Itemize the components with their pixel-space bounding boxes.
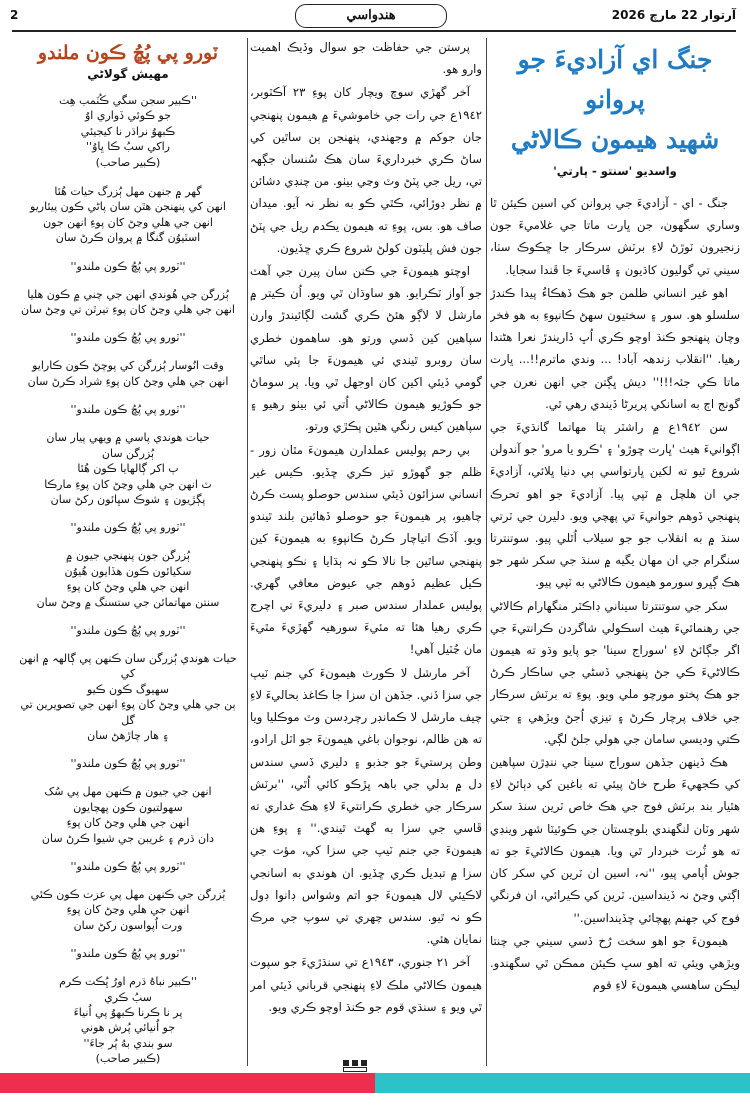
article-paragraph: بي رحم پوليس عملدارن هيمونءَ مٿان زور - ظلم جو گهوڙو تيز ڪري ڇڏيو. ڪيس غير انساني سزائون ڏيئي سندس حوصلو پست ڪرڻ چاهيو، پر هيمونءَ جو حوصلو ڏهائين بلند ٿيندو ويو. آڏڪ اتياچار ڪرڻ ڪانپوءِ به هيمونءَ کين پنهنجي ساٿين جا نالا ڪو نہ ٻڌايا ۽ نڪو پنهنجي ڪيل عظيم ڏوهم جي عيوض معافي گهري. پوليس عملدار سندس صبر ۽ دليريءَ تي اچرج ڪري رهيا هئا ته مئيءَ سورهيہ گهڙيءَ مٿيءَ مان ڃُٽيل آهي!: [250, 442, 482, 657]
poem-line: اسٿيوُن گنگا ۾ پروان ڪرڻ سان: [55, 231, 201, 245]
poem-line: ٻُزرگن جون پنهنجي جيون ۾: [66, 549, 190, 563]
poem-stanza: [12, 430, 244, 507]
poem-line: حيات هوندي ٻُزرگن سان ڪنهن پي ڳالهہ ۾ انهن کي: [19, 651, 237, 681]
poem-line: دان ڌرم ۽ غريبن جي شيوا ڪرڻ سان: [41, 831, 215, 845]
poem-line: سنتن مهاتمائن جي ستسنگ ۾ وڃڻ سان: [36, 595, 220, 609]
poem-title: ٽورو پي پُڇُ ڪون ملندو: [37, 42, 219, 64]
poem-line: سهيوگ ڪون ڪيو: [87, 682, 169, 696]
poem-line: ٽ انهن جي هلي وڃڻ کان پوءِ مارڪا: [44, 477, 212, 491]
poem-line: انهن جي هلي وڃڻ کان پوءِ: [66, 580, 190, 594]
poem-line: انهن جي هلي وڃڻ کان پوءِ تيرٿن تي وڃڻ سان: [21, 303, 235, 317]
poem-line: جو ڪوئي ڏواري اوُ: [85, 109, 171, 123]
poem-stanza: [12, 287, 244, 318]
poem-stanza: [12, 974, 244, 1066]
poem-line: انهن جي هلي وڃڻ کان پوءِ: [66, 903, 190, 917]
poem-line: وقت انُوسار ٻُزرگن کي پوچڻ ڪون ڪارايو: [32, 359, 224, 373]
poem-refrain: ''ٽورو پي پُڇُ ڪون ملندو'': [70, 403, 186, 417]
footer-red-strip: [0, 1073, 375, 1093]
article-paragraph: آخر گهڙي سوچ ويچار کان پوءِ ٢٣ آڪٽوبر، ١٩٤٢ع جي رات جي خاموشيءَ ۾ هيمون پنهنجي جان جوکم ۾ وجهندي، پنهنجن ٻن ساٿين کي ساڻ ڪري خبرداريءَ سان هڪ سُنسان جڳهہ تي، ريل جي پٽڻ وٽ وڃي بيٺو. من چنڊي دشائن ۾ نظر ڊوڙائي، ڪٿي ڪو به نظر نہ آيو. ميدان صاف هو. بس، پوءِ ته هيمون يڪدم ريل جي پٽڻ جون فش پليٽون کولڻ شروع ڪري ڇڏيون.: [250, 85, 482, 255]
article-title-line1: جنگ اي آزاديءَ جو: [517, 45, 713, 74]
poem-stanza: [12, 548, 244, 610]
poem-refrain: ''ٽورو پي پُڇُ ڪون ملندو'': [70, 947, 186, 961]
masthead-logo: هندواسي: [295, 4, 447, 28]
article-byline: واسديو 'سنتو - پارتي': [553, 164, 677, 178]
article-end-mark: [343, 1060, 367, 1072]
poem-stanza: [12, 784, 244, 846]
poem-line: انهن جي هلي وڃڻ کان پوءِ: [66, 816, 190, 830]
poem-line: سهولتيون ڪون پهچايون: [73, 800, 183, 814]
header-rule: [12, 30, 736, 32]
poem-line: راکي سبُ ڪا ڀاوُ'': [86, 140, 170, 154]
poem-line: انهن جي هلي وڃڻ کان پوءِ شراد ڪرڻ سان: [27, 374, 229, 388]
poem-stanza: [12, 651, 244, 743]
issue-date: آرتوار 22 مارچ 2026: [611, 8, 736, 22]
article-body: [490, 192, 740, 996]
poem-column: [12, 36, 244, 1066]
footer-cyan-strip: [375, 1073, 750, 1093]
article-paragraph: اوچتو هيمونءَ جي ڪنن سان پيرن جي آهٽ جو آواز ٽڪرايو. هو ساوڌان ٿي ويو. اُن ڪيتر ۾ مارشل لا لاڳو هئڻ ڪري گشت لڳائيندڙ وارن سپاهين کين ڏسي ورتو هو. ساهمون خطري سان روبرو ٿيندي ئي هيمونءَ جا ٻئي ساٿي گومي ڏيئي اکين کان اوجهل ٿي ويا. پر سوماڻ جو ڪوڙيو هيمون ڪالاڻي اُتي ئي بيٺو رهيو ۽ سپاهين کيس رنگي هٿين پڪڙي ورتو.: [250, 264, 482, 434]
poem-line: جو اُنيائي پُرش هوني: [80, 1021, 176, 1035]
poem-refrain: ''ٽورو پي پُڇُ ڪون ملندو'': [70, 521, 186, 535]
article-paragraph: پرستن جي حفاظت جو سوال وڏيڪ اهميت وارو هو.: [250, 40, 482, 77]
poem-stanza: [12, 887, 244, 933]
page-header: [0, 0, 750, 34]
article-paragraph: هيمونءَ جو اهو سخت رُخ ڏسي سيني جي چنتا ويڙهي ويئي ته اهو سڀ ڪيئن ممڪن ٿي سگهندو. ليڪن ساهسي هيمونءَ لاءِ قوم: [490, 933, 740, 993]
poem-line: سبُ ڪري: [104, 990, 152, 1004]
poem-line: ''ڪبير نباهُ ڌرم اورُ ڀُڪت ڪرم: [59, 975, 197, 989]
article-paragraph: آخر مارشل لا ڪورٽ هيمونءَ کي جنم ٽيپ جي سزا ڏني. جڏهن ان سزا جا ڪاغذ بحاليءَ لاءِ چيف مارشل لا ڪمانڊر رچرڊسن وٽ موڪليا ويا ته هن ظالم، نوجوان باغي هيمونءَ جو اٽل ارادو، وطن پرستيءَ جو جذبو ۽ دليري ڏسي سندس دل ۾ بدلي جي باهہ ڀڙڪو کائي اُٿي، ''برٽش سرڪار جي خطري ڪرانتيءَ لاءِ هڪ غداري ته ڦاسي جي سزا به گهٽ ٿيندي.'' ۽ پوءِ هن هيمونءَ جي جنم ٽيپ جي سزا کي، مؤت جي سزا ۾ تبديل ڪري ڇڏيو. ان هوندي به اسانجي لاڪيئي لال هيمونءَ جو اتم وشواس ڊانوا ڊول ڪو نہ ٿيو. سندس چهري تي سوپ جي مرڪ نمايان هئي.: [250, 665, 482, 947]
poem-line: پر نا ڪرنا ڪبهوُ پي اُنياءَ: [73, 1006, 183, 1020]
article-paragraph: سن ١٩٤٢ع ۾ راشٽر پتا مهاتما گانڌيءَ جي اڳوانيءَ هيٺ 'ڀارت ڇوڙو' ۽ 'ڪرو يا مرو' جو آندولن شروع ٿيو ته لکين ڀارتواسي ٻي دنيا ڀلائي، آزاديءَ جي ان هلچل ۾ ٽپي پيا. آزاديءَ جو اهو تحرڪ پنهنجي ڏوهم جوانيءَ تي پهچي ويو. دليرن جي ٽرتي سنڌ ۾ به انقلاب جو جو سيلاب اُٿلي پيو. سوتنترتا سنگرام جي ان مهان يگيه ۾ سنڌ جي سکر شهر جو هڪ ڳڀرو سورمو هيمون ڪالاڻي به ٽپي پيو.: [490, 420, 740, 590]
poem-author: مهيش گولاڻي: [87, 67, 169, 81]
poem-line: (ڪبير صاحب): [95, 1052, 161, 1066]
column-divider: [247, 38, 248, 1066]
article-paragraph: آخر ٢١ جنوري، ١٩٤٣ع تي سنڌڙيءَ جو سپوت هيمون ڪالاڻي ملڪ لاءِ پنهنجي قرباني ڏيئي امر ٿي ويو ۽ سنڌي قوم جو ڪنڌ اوچو ڪري ويو.: [250, 955, 482, 1014]
article-paragraph: هڪ ڏينهن جڏهن سوراج سينا جي ننڍڙن سپاهين کي ڪجهيءَ طرح خاڻ پيئي ته باغين کي دٻائڻ لاءِ هٿيار بند برٽش فوج جي هڪ خاص ٽرين سنڌ سکر شهر وٽان لنگهندي بلوچستان جي ڪوئيٽا شهر وينڊي ته هو ٽُرت خبردار ٿي ويا. هيمون ڪالاڻيءَ جو ته جوش اُپامي پيو، ''نہ، اسين ان ٽرين کي سکر کان اڳتي وڃڻ نہ ڏينداسين. ٽرين کي ڪيرائي، ان فرنگي فوج کي جهنم پهچائي ڇڏينداسين.'': [490, 755, 740, 925]
article-paragraph: سکر جي سوتنترتا سيناني ڊاڪٽر منگهارام ڪالاڻي جي رهنمائيءَ هيٺ اسڪولي شاگردن ڪرانتيءَ جي اگر جڳائڻ لاءِ 'سوراج سينا' جو پايو وڌو ته هيمون ڪالاڻيءَ ڪي جڻ پنهنجي ڏسڻي جي ساڪار ڪرڻ جو هڪ پختو مورچو ملي ويو. پوءِ ته برٽش سرڪار جي خلاف پرچار ڪرڻ ۽ تيزي اُجڻ ويڙهي ۽ جتي ڪتي وديسي سامان جي هولي جلڻ لڳي.: [490, 598, 740, 746]
article-title-line2: پروانو: [585, 85, 645, 114]
poem-line: ٻ اکر ڳالهايا ڪون هُئا: [77, 462, 179, 476]
poem-stanza: [12, 93, 244, 170]
poem-line: ''ڪبير سجن سگي ڪُٽمب هِت: [58, 94, 198, 107]
poem-line: انهن جي هلي وڃڻ کان پوءِ انهن جون: [43, 215, 213, 229]
poem-line: گهر ۾ جنهن مهل ٻُزرگ حيات هُئا: [54, 185, 202, 199]
poem-line: ٻن جي هلي وڃڻ کان پوءِ انهن جي تصويرين تي گل: [20, 698, 236, 727]
poem-refrain: ''ٽورو پي پُڇُ ڪون ملندو'': [70, 623, 186, 637]
poem-line: ورت اُپواسون رکڻ سان: [73, 918, 183, 932]
poem-refrain: ''ٽورو پي پُڇُ ڪون ملندو'': [70, 259, 186, 273]
poem-line: سو بندي بهُ پُر جاءَ'': [83, 1036, 173, 1050]
article-continued-body: [250, 36, 482, 1018]
poem-stanza: [12, 184, 244, 246]
poem-refrain: ''ٽورو پي پُڇُ ڪون ملندو'': [70, 860, 186, 873]
poem-line: (ڪبير صاحب): [95, 155, 161, 169]
poem-line: ۽ هار چاڙهڻ سان: [87, 728, 169, 742]
poem-line: ڪبهوُ نراڌر نا کيجيئي: [80, 124, 176, 138]
article-paragraph: اهو غير انساني ظلمن جو هڪ ڏهڪاءُ پيدا ڪندڙ سلسلو هو. سور ۽ سختيون سهڻ ڪانپوءِ به هو فخر وچان پنهنجو ڪنڌ اوچو ڪري اُڀ ڏاريندڙ نعرا هڻندا رهيا. ''انقلاب زندهہ آباد! ... وندي ماترم!!... ڀارت ماتا ڪي جئہ!!!'' ديش ڀڳتن جي انهن نعرن جي گونج اڄ به اسانکي پريرڻا ڏيندي رهي ٿي.: [490, 285, 740, 411]
column-divider: [486, 38, 487, 1066]
page-number: 2: [10, 8, 19, 22]
article-continued-column: [250, 36, 482, 1066]
poem-stanza: [12, 358, 244, 389]
page-footer-bar: [0, 1073, 750, 1093]
article-title: [490, 40, 740, 160]
poem-line: ٻُزرگن جي ڪنهن مهل پي عزت ڪون ڪئي: [30, 888, 226, 901]
article-paragraph: جنگ - اي - آزاديءَ جي پروانن کي اسين ڪيئن ٿا وساري سگهون، جن ڀارت ماتا جي غلاميءَ جون زنجيرون ٽوڙڻ لاءِ برٽش سرڪار جا ڇڪوڪ سٺا، سيني تي گوليون کاڌيون ۽ ڦاسيءَ جا ڦندا سجايا.: [490, 196, 740, 277]
poem-line: ٻُزرگن جي هُوندي انهن جي چني ۾ ڪون هليا: [27, 287, 229, 301]
poem-line: انهن جي جيون ۾ ڪنهن مهل پي سُک: [44, 785, 212, 799]
poem-line: حيات هوندي پاسي ۾ ويهي پيار سان: [46, 431, 210, 445]
poem-line: پڳڙيون ۽ شوڪ سڀائون رکڻ سان: [50, 492, 206, 506]
poem-refrain: ''ٽورو پي پُڇُ ڪون ملندو'': [70, 757, 186, 771]
poem-line: ٻُزرگن سان: [101, 446, 155, 460]
poem-line: انهن کي پنهنجن هٿن سان پاڻي ڪون پيئاريو: [30, 200, 226, 214]
poem-line: سکيائون ڪون هڏايون هُيوُن: [64, 564, 192, 578]
article-title-line3: شهيد هيمون ڪالاڻي: [510, 125, 720, 154]
article-column: [490, 36, 740, 1066]
poem-refrain: ''ٽورو پي پُڇُ ڪون ملندو'': [70, 331, 186, 345]
